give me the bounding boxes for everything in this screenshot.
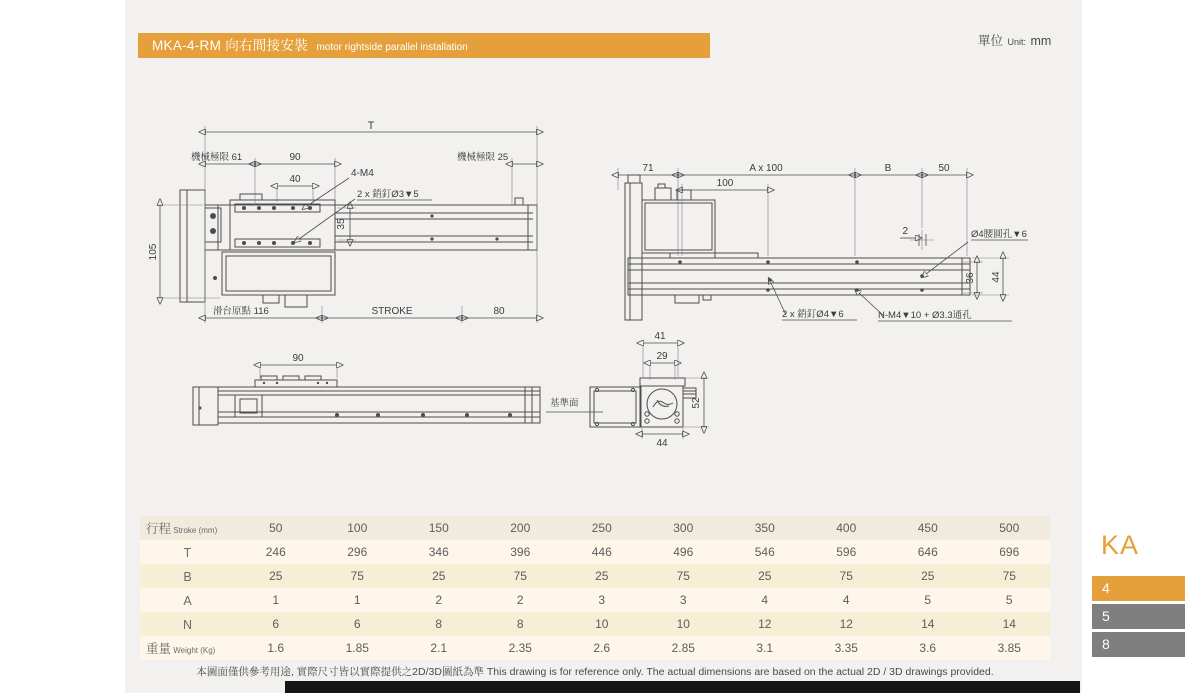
- side-view-dimensions: [148, 120, 537, 323]
- end-view-geometry: [590, 378, 696, 427]
- banner-subtitle: motor rightside parallel installation: [316, 42, 468, 53]
- dim-71-label: 71: [642, 163, 654, 174]
- table-cell: 546: [754, 545, 775, 559]
- table-cell: 12: [758, 617, 772, 631]
- disclaimer-note: 本圖面僅供參考用途, 實際尺寸皆以實際提供之2D/3D圖紙為準 This drawing is for reference only. The actual dimensions are based on the actual 2D / 3D drawings provided.: [196, 666, 994, 678]
- table-cell: 14: [1002, 617, 1016, 631]
- stroke-label: STROKE: [371, 306, 413, 317]
- table-cell: 1: [272, 593, 280, 607]
- table-cell: 75: [676, 569, 690, 583]
- dim-105-label: 105: [148, 243, 159, 261]
- mech-limit-right-label: 機械極限 25: [457, 152, 509, 163]
- size-tab-5[interactable]: 5: [1092, 604, 1185, 629]
- table-cell: 2.6: [593, 641, 611, 655]
- dim-36-label: 36: [965, 272, 976, 284]
- dim-52-label: 52: [691, 397, 702, 409]
- table-cell: 3: [679, 593, 687, 607]
- table-cell: 246: [265, 545, 286, 559]
- table-cell: 150: [428, 521, 449, 535]
- size-tabs: [1092, 576, 1185, 660]
- dim-40-label: 40: [289, 174, 301, 185]
- dim-80-label: 80: [493, 306, 505, 317]
- table-cell: 10: [595, 617, 609, 631]
- table-cell: 696: [999, 545, 1020, 559]
- table-cell: 6: [353, 617, 361, 631]
- table-row: [140, 564, 1050, 588]
- table-cell: 8: [516, 617, 524, 631]
- table-row: [140, 612, 1050, 636]
- table-row: [140, 636, 1050, 660]
- slot-hole-label: Ø4腰圓孔▼6: [971, 229, 1027, 240]
- dim-ax100-label: A x 100: [749, 163, 783, 174]
- table-cell: 2.85: [671, 641, 695, 655]
- table-cell: 3.85: [997, 641, 1021, 655]
- table-cell: 25: [758, 569, 772, 583]
- end-view-dimensions: [642, 331, 709, 449]
- table-cell: 646: [917, 545, 938, 559]
- pin-label: 2 x 銷釘Ø3▼5: [357, 189, 419, 200]
- row-label: T: [183, 545, 192, 560]
- footer-bar: [285, 681, 1080, 693]
- table-cell: 4: [842, 593, 850, 607]
- table-cell: 50: [269, 521, 283, 535]
- table-cell: 350: [754, 521, 775, 535]
- table-cell: 200: [510, 521, 531, 535]
- home-position-label: 滑台原點 116: [213, 306, 269, 317]
- section-banner: [138, 33, 710, 58]
- bottom-view-drawing: [185, 350, 605, 455]
- size-tab-8[interactable]: 8: [1092, 632, 1185, 657]
- table-cell: 1.6: [267, 641, 285, 655]
- table-cell: 25: [432, 569, 446, 583]
- table-cell: 496: [673, 545, 694, 559]
- dim-100-label: 100: [716, 178, 734, 189]
- bottom-view-dimensions: [260, 353, 603, 412]
- table-cell: 14: [921, 617, 935, 631]
- size-tab-4[interactable]: 4: [1092, 576, 1185, 601]
- table-cell: 6: [272, 617, 280, 631]
- pin-label: 2 x 銷釘Ø4▼6: [782, 309, 844, 320]
- table-cell: 25: [921, 569, 935, 583]
- dim-total-label: T: [367, 120, 375, 132]
- table-cell: 2: [516, 593, 524, 607]
- table-cell: 3: [598, 593, 606, 607]
- table-cell: 2.35: [508, 641, 532, 655]
- table-cell: 596: [836, 545, 857, 559]
- dim-41-label: 41: [654, 331, 666, 342]
- table-cell: 75: [350, 569, 364, 583]
- table-cell: 100: [347, 521, 368, 535]
- series-label: KA: [1101, 530, 1140, 560]
- table-cell: 25: [595, 569, 609, 583]
- table-row: [140, 588, 1050, 612]
- table-cell: 2: [435, 593, 443, 607]
- unit-value: mm: [1030, 34, 1052, 48]
- table-cell: 10: [676, 617, 690, 631]
- dim-90-label: 90: [292, 353, 304, 364]
- table-cell: 4: [761, 593, 769, 607]
- table-cell: 400: [836, 521, 857, 535]
- table-cell: 5: [1005, 593, 1013, 607]
- dim-b-label: B: [884, 163, 892, 174]
- banner-title: MKA-4-RM 向右間接安裝: [152, 38, 308, 53]
- unit-en: Unit:: [1007, 37, 1026, 47]
- mech-limit-left-label: 機械極限 61: [191, 152, 243, 163]
- end-view-drawing: [585, 330, 785, 460]
- table-cell: 75: [1002, 569, 1016, 583]
- unit-label: [978, 31, 1051, 50]
- table-cell: 296: [347, 545, 368, 559]
- table-cell: 3.35: [834, 641, 858, 655]
- row-label: A: [183, 593, 192, 608]
- bottom-view-geometry: [193, 376, 540, 425]
- top-view-drawing: [610, 150, 1030, 335]
- table-cell: 3.1: [756, 641, 774, 655]
- dim-35-label: 35: [336, 218, 347, 230]
- side-view-drawing: [145, 120, 565, 335]
- stroke-table: [140, 516, 1050, 660]
- table-cell: 5: [924, 593, 932, 607]
- table-cell: 75: [513, 569, 527, 583]
- dim-90-label: 90: [289, 152, 301, 163]
- table-cell: 3.6: [919, 641, 937, 655]
- unit-zh: 單位: [978, 34, 1004, 48]
- top-view-geometry: [625, 175, 970, 320]
- row-label: B: [183, 569, 192, 584]
- dim-29-label: 29: [656, 351, 668, 362]
- side-view-geometry: [180, 190, 537, 307]
- dim-50-label: 50: [938, 163, 950, 174]
- table-cell: 25: [269, 569, 283, 583]
- dim-44-label: 44: [991, 271, 1002, 283]
- table-cell: 396: [510, 545, 531, 559]
- top-view-dimensions: [618, 163, 1028, 321]
- table-cell: 450: [917, 521, 938, 535]
- table-cell: 500: [999, 521, 1020, 535]
- table-row: [140, 540, 1050, 564]
- table-cell: 1: [353, 593, 361, 607]
- row-label: 行程 Stroke (mm): [146, 522, 218, 536]
- row-label: 重量 Weight (Kg): [146, 642, 216, 656]
- datum-plane-label: 基準面: [550, 398, 579, 409]
- table-cell: 2.1: [430, 641, 448, 655]
- table-cell: 300: [673, 521, 694, 535]
- table-cell: 12: [839, 617, 853, 631]
- table-cell: 446: [591, 545, 612, 559]
- dim-44-label: 44: [656, 438, 668, 449]
- table-cell: 75: [839, 569, 853, 583]
- tap-hole-label: N-M4▼10 + Ø3.3通孔: [878, 310, 972, 321]
- dim-2-label: 2: [902, 226, 908, 237]
- table-cell: 1.85: [345, 641, 369, 655]
- thread-label: 4-M4: [351, 168, 374, 179]
- row-label: N: [182, 617, 193, 632]
- table-cell: 346: [428, 545, 449, 559]
- table-cell: 250: [591, 521, 612, 535]
- table-cell: 8: [435, 617, 443, 631]
- table-row: [140, 516, 1050, 540]
